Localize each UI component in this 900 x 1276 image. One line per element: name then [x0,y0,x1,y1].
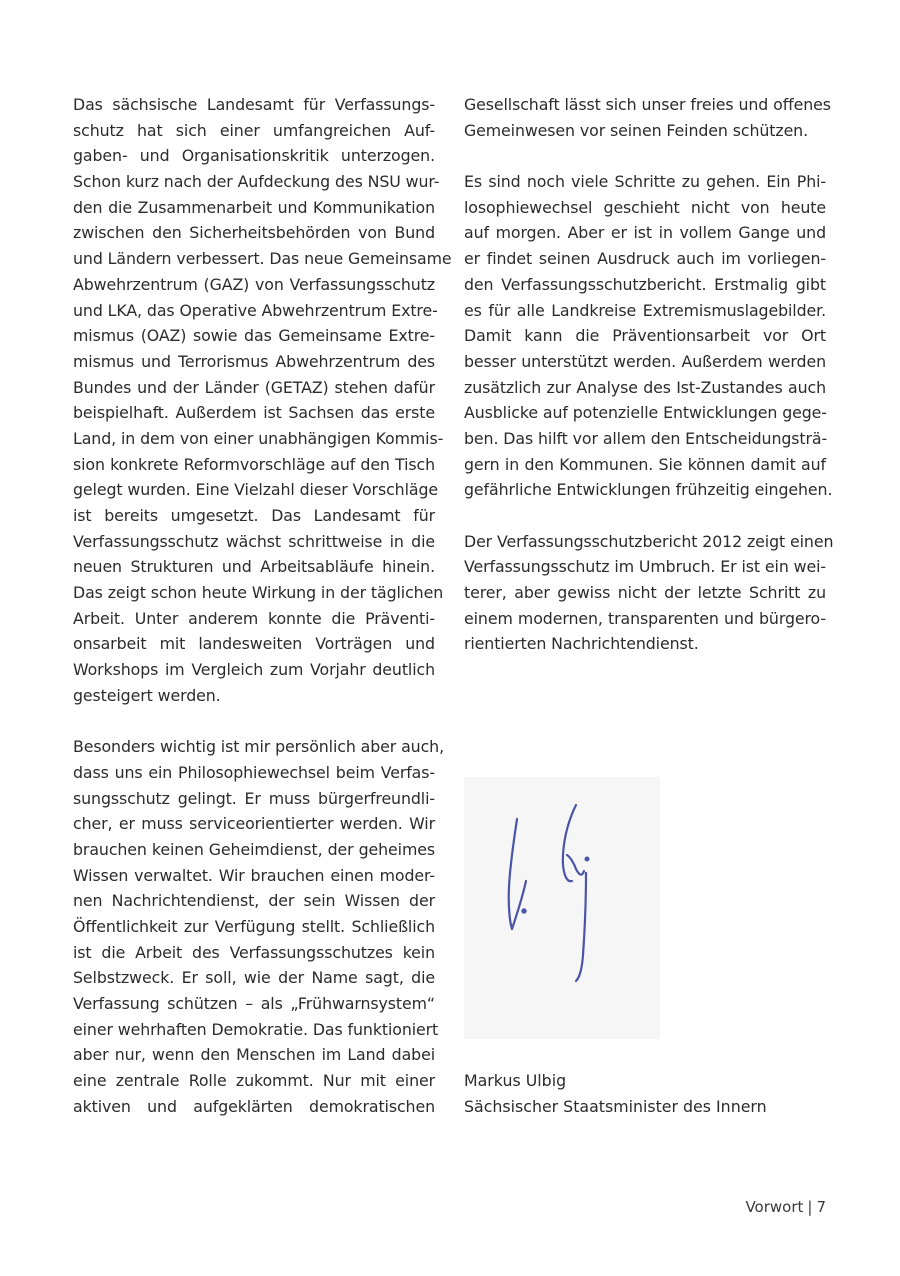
text-line: Öffentlichkeit zur Verfügung stellt. Schließlich [73,917,435,936]
text-line: cher, er muss serviceorientierter werden. Wir [73,814,435,834]
signer-block [464,1068,767,1119]
text-line: Der Verfassungsschutzbericht 2012 zeigt einen [464,531,834,551]
text-line: Es sind noch viele Schritte zu gehen. Ein Phi- [464,172,826,192]
text-line: Arbeit. Unter anderem konnte die Präventi- [73,608,435,628]
text-line: nen Nachrichtendienst, der sein Wissen der [73,891,435,911]
left-paragraph-1 [73,92,452,709]
text-line: gelegt wurden. Eine Vielzahl dieser Vorschläge [73,480,438,500]
text-line: gern in den Kommunen. Sie können damit auf [464,454,826,474]
right-paragraph-2 [464,169,833,503]
paragraph-gap [464,503,826,529]
text-line: einem modernen, transparenten und bürgero- [464,608,826,628]
text-line: Damit kann die Präventionsarbeit vor Ort [464,326,826,346]
footer-separator: | [807,1198,813,1216]
text-line: Ausblicke auf potenzielle Entwicklungen gege- [464,403,827,423]
text-line: mismus (OAZ) sowie das Gemeinsame Extre- [73,326,435,346]
signature-image [464,777,660,1039]
text-line: brauchen keinen Geheimdienst, der geheimes [73,839,435,859]
text-line: Gesellschaft lässt sich unser freies und offenes [464,95,831,114]
text-line: gesteigert werden. [73,685,221,705]
text-line: sungsschutz gelingt. Er muss bürgerfreundli- [73,788,435,808]
text-line: aber nur, wenn den Menschen im Land dabei [73,1045,435,1065]
text-line: Verfassungsschutz wächst schrittweise in die [73,531,435,551]
right-column [464,92,834,657]
text-line: ben. Das hilft vor allem den Entscheidungsträ- [464,428,828,448]
text-line: eine zentrale Rolle zukommt. Nur mit einer [73,1071,435,1091]
text-line: schutz hat sich einer umfangreichen Auf- [73,120,435,140]
footer-section-label: Vorwort [745,1198,804,1216]
text-line: Das zeigt schon heute Wirkung in der täglichen [73,583,444,603]
text-line: losophiewechsel geschieht nicht von heute [464,197,826,217]
left-paragraph-2 [73,734,445,1119]
text-line: den die Zusammenarbeit und Kommunikation [73,197,435,217]
left-column [73,92,452,1120]
text-line: zusätzlich zur Analyse des Ist-Zustandes auch [464,377,826,397]
text-line: Bundes und der Länder (GETAZ) stehen dafür [73,377,435,397]
text-line: ist die Arbeit des Verfassungsschutzes kein [73,942,435,962]
text-line: neuen Strukturen und Arbeitsabläufe hinein. [73,557,435,577]
text-line: Workshops im Vergleich zum Vorjahr deutlich [73,660,435,680]
text-line: terer, aber gewiss nicht der letzte Schritt zu [464,583,826,603]
text-line: Land, in dem von einer unabhängigen Kommis- [73,428,444,448]
text-line: sion konkrete Reformvorschläge auf den Tisch [73,454,435,474]
right-paragraph-3 [464,529,834,657]
text-line: dass uns ein Philosophiewechsel beim Verfas- [73,762,435,782]
text-line: mismus und Terrorismus Abwehrzentrum des [73,351,435,371]
text-line: einer wehrhaften Demokratie. Das funktioniert [73,1019,439,1039]
text-line: zwischen den Sicherheitsbehörden von Bund [73,223,435,243]
text-line: Wissen verwaltet. Wir brauchen einen moder- [73,865,435,885]
text-line: den Verfassungsschutzbericht. Erstmalig gibt [464,274,826,294]
text-line: Besonders wichtig ist mir persönlich aber auch, [73,737,445,757]
text-line: besser unterstützt werden. Außerdem werden [464,351,826,371]
paragraph-gap [464,143,826,169]
text-line: es für alle Landkreise Extremismuslagebilder. [464,300,826,320]
text-line: beispielhaft. Außerdem ist Sachsen das erste [73,403,435,423]
text-line: rientierten Nachrichtendienst. [464,634,699,654]
text-line: auf morgen. Aber er ist in vollem Gange und [464,223,826,243]
right-paragraph-1 [464,92,831,143]
text-line: Verfassung schützen – als „Frühwarnsystem“ [73,994,435,1014]
page-number: 7 [816,1198,826,1216]
text-line: aktiven und aufgeklärten demokratischen [73,1096,435,1116]
text-line: er findet seinen Ausdruck auch im vorliegen- [464,249,826,269]
text-line: Selbstzweck. Er soll, wie der Name sagt, die [73,968,435,988]
paragraph-gap [73,709,435,735]
signer-title: Sächsischer Staatsminister des Innern [464,1096,767,1116]
text-line: und Ländern verbessert. Das neue Gemeinsame [73,249,452,269]
text-line: und LKA, das Operative Abwehrzentrum Extre- [73,300,438,320]
text-line: Gemeinwesen vor seinen Feinden schützen. [464,120,809,140]
page-footer [745,1198,826,1216]
text-line: Das sächsische Landesamt für Verfassungs- [73,95,435,114]
text-line: gefährliche Entwicklungen frühzeitig eingehen. [464,480,833,500]
text-line: gaben- und Organisationskritik unterzogen. [73,146,435,166]
text-line: Abwehrzentrum (GAZ) von Verfassungsschutz [73,274,435,294]
text-line: Verfassungsschutz im Umbruch. Er ist ein wei- [464,557,826,577]
signature-drawing [464,777,660,1039]
text-line: onsarbeit mit landesweiten Vorträgen und [73,634,435,654]
text-line: ist bereits umgesetzt. Das Landesamt für [73,506,435,525]
signer-name: Markus Ulbig [464,1071,567,1090]
text-line: Schon kurz nach der Aufdeckung des NSU wur- [73,172,440,192]
